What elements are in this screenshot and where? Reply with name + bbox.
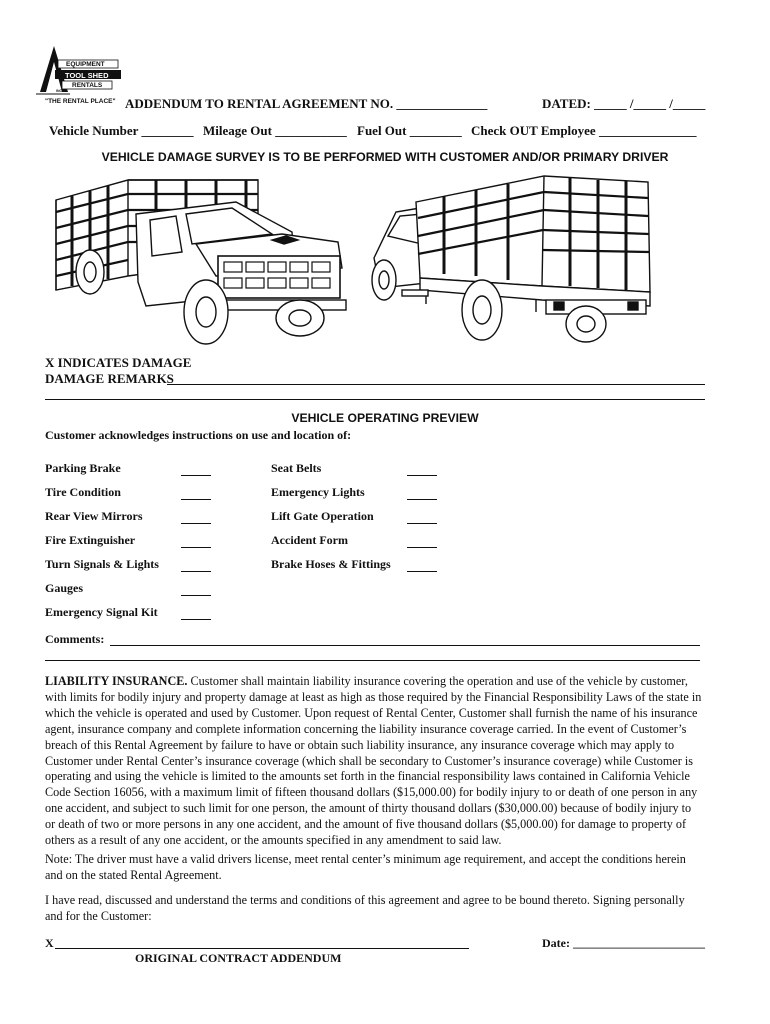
- damage-remarks-line-1: [167, 384, 705, 385]
- liability-line: or death of two or more persons in any one accident, and the amount of five thousand dollars ($5,000.00) for damage to property of: [45, 817, 687, 832]
- logo-line-1: EQUIPMENT: [66, 61, 105, 68]
- agreement-line: I have read, discussed and understand the terms and conditions of this agreement and agree to be bound thereto. Signing personally: [45, 893, 685, 907]
- liability-line: others as a result of any one accident, or the amounts specified in any amendment to said law.: [45, 833, 502, 848]
- signature-line[interactable]: [55, 948, 469, 949]
- logo-line-2: TOOL SHED: [65, 71, 109, 80]
- survey-heading: VEHICLE DAMAGE SURVEY IS TO BE PERFORMED WITH CUSTOMER AND/OR PRIMARY DRIVER: [101, 150, 669, 164]
- preview-item-label: Emergency Lights: [271, 485, 365, 499]
- signature-date-field: Date: ______________________: [542, 936, 705, 950]
- comments-label: Comments:: [45, 632, 105, 646]
- agreement-paragraph: [45, 893, 735, 925]
- note-line: and on the stated Rental Agreement.: [45, 867, 222, 882]
- preview-item-label: Rear View Mirrors: [45, 509, 143, 523]
- preview-check-blank: [181, 595, 211, 596]
- preview-item-label: Lift Gate Operation: [271, 509, 374, 523]
- preview-item-label: Gauges: [45, 581, 84, 595]
- acknowledge-label: Customer acknowledges instructions on use and location of:: [45, 428, 352, 442]
- preview-check-blank: [181, 619, 211, 620]
- preview-check-blank: [407, 571, 437, 572]
- preview-check-blank: [181, 523, 211, 524]
- vehicle-number-field: Vehicle Number ________: [49, 123, 194, 138]
- preview-check-blank: [407, 523, 437, 524]
- preview-item-label: Emergency Signal Kit: [45, 605, 158, 619]
- preview-check-blank: [407, 499, 437, 500]
- original-contract-footer: ORIGINAL CONTRACT ADDENDUM: [135, 951, 342, 965]
- preview-check-blank: [181, 475, 211, 476]
- dated-field: DATED: _____ /_____ /_____: [542, 96, 706, 111]
- liability-title: LIABILITY INSURANCE.: [45, 674, 188, 688]
- preview-item-label: Turn Signals & Lights: [45, 557, 159, 571]
- liability-line: Customer under Rental Center’s insurance coverage (which shall be secondary to Customer’s insurance coverage) while Customer is: [45, 753, 694, 768]
- preview-item-label: Seat Belts: [271, 461, 322, 475]
- liability-line: Customer shall maintain liability insurance covering the operation and use of the vehicle by customer,: [187, 674, 688, 688]
- damage-remarks-label: DAMAGE REMARKS: [45, 371, 174, 386]
- preview-item-label: Brake Hoses & Fittings: [271, 557, 391, 571]
- preview-check-blank: [181, 499, 211, 500]
- note-line: Note: The driver must have a valid drivers license, meet rental center’s minimum age requirement, and accept the conditions herein: [45, 852, 686, 866]
- addendum-title: ADDENDUM TO RENTAL AGREEMENT NO. ______________: [125, 96, 488, 111]
- agreement-line: and for the Customer:: [45, 908, 152, 923]
- comments-line-2: [45, 660, 700, 661]
- liability-line: one accident, and subject to such limit for one person, the amount of thirty thousand dollars ($30,000.00) because of bodily injury to: [45, 801, 692, 816]
- operating-preview-heading: VEHICLE OPERATING PREVIEW: [291, 411, 479, 425]
- signature-x-label: X: [45, 936, 54, 950]
- preview-check-blank: [407, 547, 437, 548]
- logo-tagline: "THE RENTAL PLACE": [45, 98, 116, 105]
- damage-indicates-label: X INDICATES DAMAGE: [45, 355, 192, 370]
- comments-line-1: [110, 645, 700, 646]
- liability-line: Code Section 16056, with a maximum limit of fifteen thousand dollars ($15,000.00) for bodily injury to or death of one person in any: [45, 785, 698, 800]
- mileage-out-field: Mileage Out ___________: [203, 123, 347, 138]
- logo-line-3: RENTALS: [72, 82, 103, 89]
- preview-check-blank: [181, 547, 211, 548]
- liability-line: with limits for bodily injury and property damage at least as high as those required by the Financial Responsibility Laws of the state in: [45, 689, 702, 704]
- preview-item-label: Accident Form: [271, 533, 348, 547]
- note-paragraph: [45, 852, 735, 884]
- liability-paragraph: [45, 674, 735, 849]
- company-logo: [36, 44, 128, 102]
- preview-item-label: Fire Extinguisher: [45, 533, 136, 547]
- logo-inc: INC.: [56, 89, 63, 93]
- truck-front-illustration: [46, 172, 356, 350]
- fuel-out-field: Fuel Out ________: [357, 123, 462, 138]
- liability-line: which the vehicle is operated and used by Customer. Upon request of Rental Center, Customer shall furnish the name of his insurance: [45, 705, 698, 720]
- liability-line: breach of this Rental Agreement by failure to have or obtain such liability insurance, any insurance coverage which may apply to: [45, 737, 675, 752]
- checkout-employee-field: Check OUT Employee _______________: [471, 123, 697, 138]
- preview-check-blank: [181, 571, 211, 572]
- preview-item-label: Parking Brake: [45, 461, 121, 475]
- preview-item-label: Tire Condition: [45, 485, 121, 499]
- truck-rear-illustration: [366, 172, 666, 350]
- liability-line: agent, insurance company and complete information concerning the liability insurance coverage carried. In the event of Customer’s: [45, 721, 687, 736]
- liability-line: operating and using the vehicle is limited to the amounts set forth in the financial responsibility laws contained in California Vehicle: [45, 769, 690, 784]
- preview-check-blank: [407, 475, 437, 476]
- damage-remarks-line-2: [45, 399, 705, 400]
